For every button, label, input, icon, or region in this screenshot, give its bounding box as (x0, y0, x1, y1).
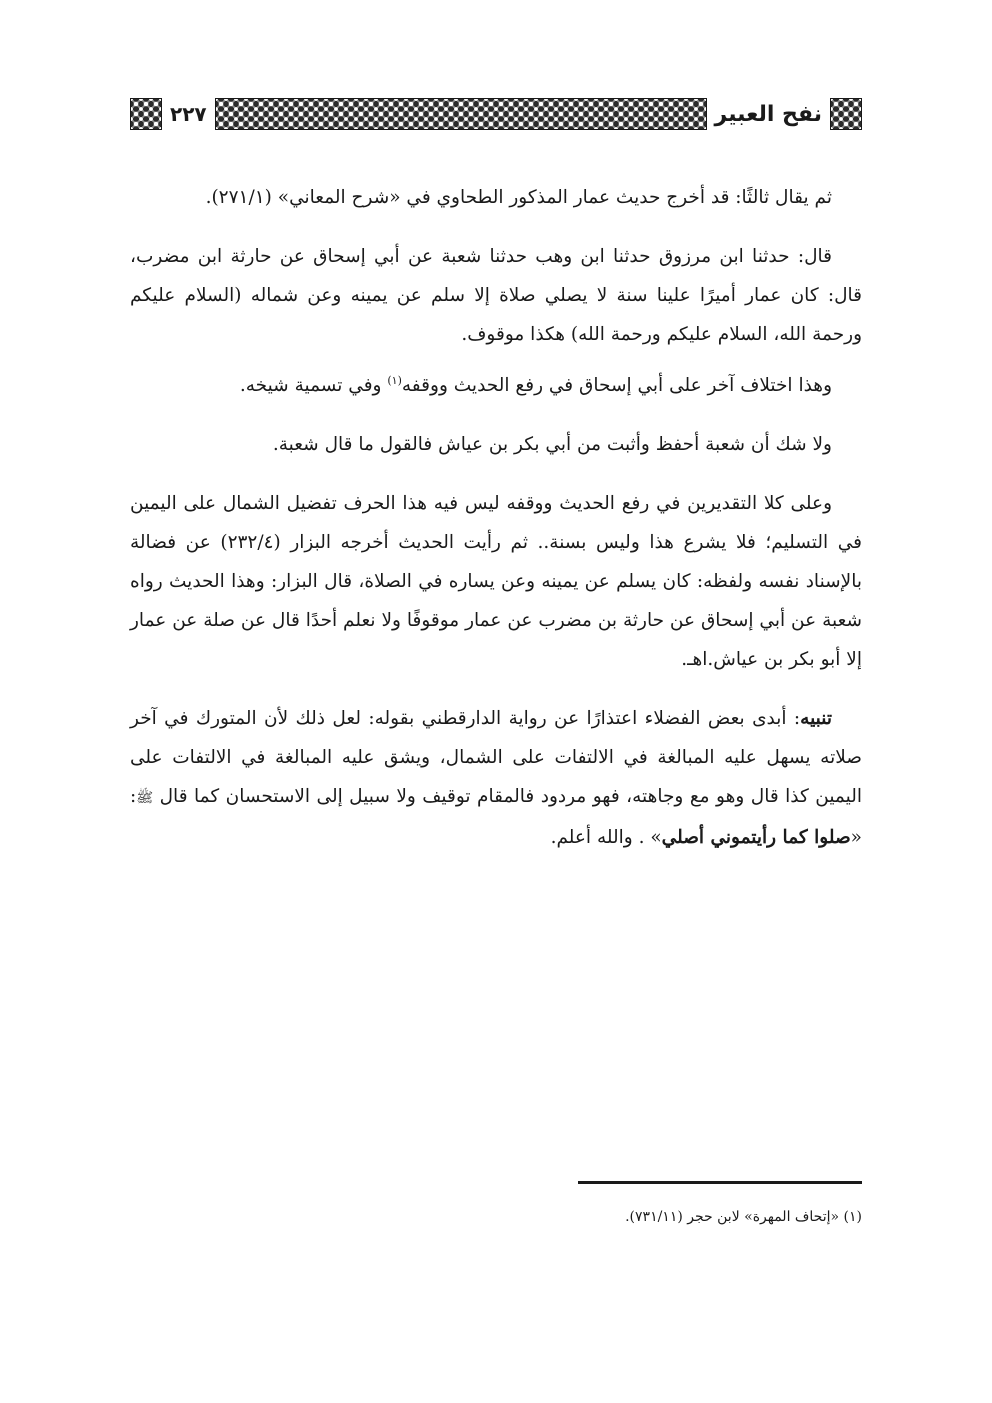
book-title: نفح العبير (714, 101, 822, 127)
main-text (130, 178, 862, 877)
paragraph-3 (130, 366, 862, 405)
notice-text: : أبدى بعض الفضلاء اعتذارًا عن رواية الدارقطني بقوله: لعل ذلك لأن المتورك في آخر صلاته يسهل عليه المبالغة في الالتفات على الشمال، ويشق عليه المبالغة في الالتفات على اليمين كذا قال وهو مع وجاهته، فهو مردود فالمقام توقيف ولا سبيل إلى الاستحسان كما قال (130, 708, 862, 807)
footnote-divider (578, 1181, 862, 1184)
paragraph-4: ولا شك أن شعبة أحفظ وأثبت من أبي بكر بن عياش فالقول ما قال شعبة. (272, 434, 832, 455)
paragraph-5: وعلى كلا التقديرين في رفع الحديث ووقفه ليس فيه هذا الحرف تفضيل الشمال على اليمين في التسليم؛ فلا يشرع هذا وليس بسنة.. ثم رأيت الحديث أخرجه البزار (٢٣٢/٤) عن فضالة بالإسناد نفسه ولفظه: كان يسلم عن يمينه وعن يساره في الصلاة، قال البزار: وهذا الحديث رواه شعبة عن أبي إسحاق عن حارثة بن مضرب عن عمار موقوفًا ولا نعلم أحدًا قال عن صلة عن عمار إلا أبو بكر بن عياش.اهـ. (130, 493, 862, 670)
honorific-glyph: ﷺ (136, 790, 154, 806)
footnote-number: (١) (843, 1209, 862, 1225)
paragraph-3-text: وهذا اختلاف آخر على أبي إسحاق في رفع الحديث ووقفه (401, 375, 832, 396)
footnote-text: «إتحاف المهرة» لابن حجر (٧٣١/١١). (625, 1209, 844, 1225)
hadith-quote: صلوا كما رأيتموني أصلي (661, 827, 851, 848)
quote-open: : « (130, 786, 862, 848)
header-ornament-left (130, 98, 162, 130)
paragraph-2: قال: حدثنا ابن مرزوق حدثنا ابن وهب حدثنا شعبة عن أبي إسحاق عن حارثة ابن مضرب، قال: كان عمار أميرًا علينا سنة لا يصلي صلاة إلا سلم عن يمينه وعن شماله (السلام عليكم ورحمة الله، السلام عليكم ورحمة الله) هكذا موقوف. (130, 246, 862, 345)
footnote-1 (400, 1205, 862, 1229)
notice-label: تنبيه (800, 708, 832, 729)
paragraph-1: ثم يقال ثالثًا: قد أخرج حديث عمار المذكور الطحاوي في «شرح المعاني» (٢٧١/١). (205, 187, 832, 208)
header-ornament-right (830, 98, 862, 130)
page-number: ٢٢٧ (170, 102, 207, 126)
page-header (130, 96, 862, 132)
paragraph-3-text-end: وفي تسمية شيخه. (239, 375, 388, 396)
paragraph-6 (130, 699, 862, 857)
notice-end: » . والله أعلم. (550, 827, 662, 848)
footnote-marker[interactable]: (١) (387, 373, 402, 387)
header-ornament-band (215, 98, 707, 130)
